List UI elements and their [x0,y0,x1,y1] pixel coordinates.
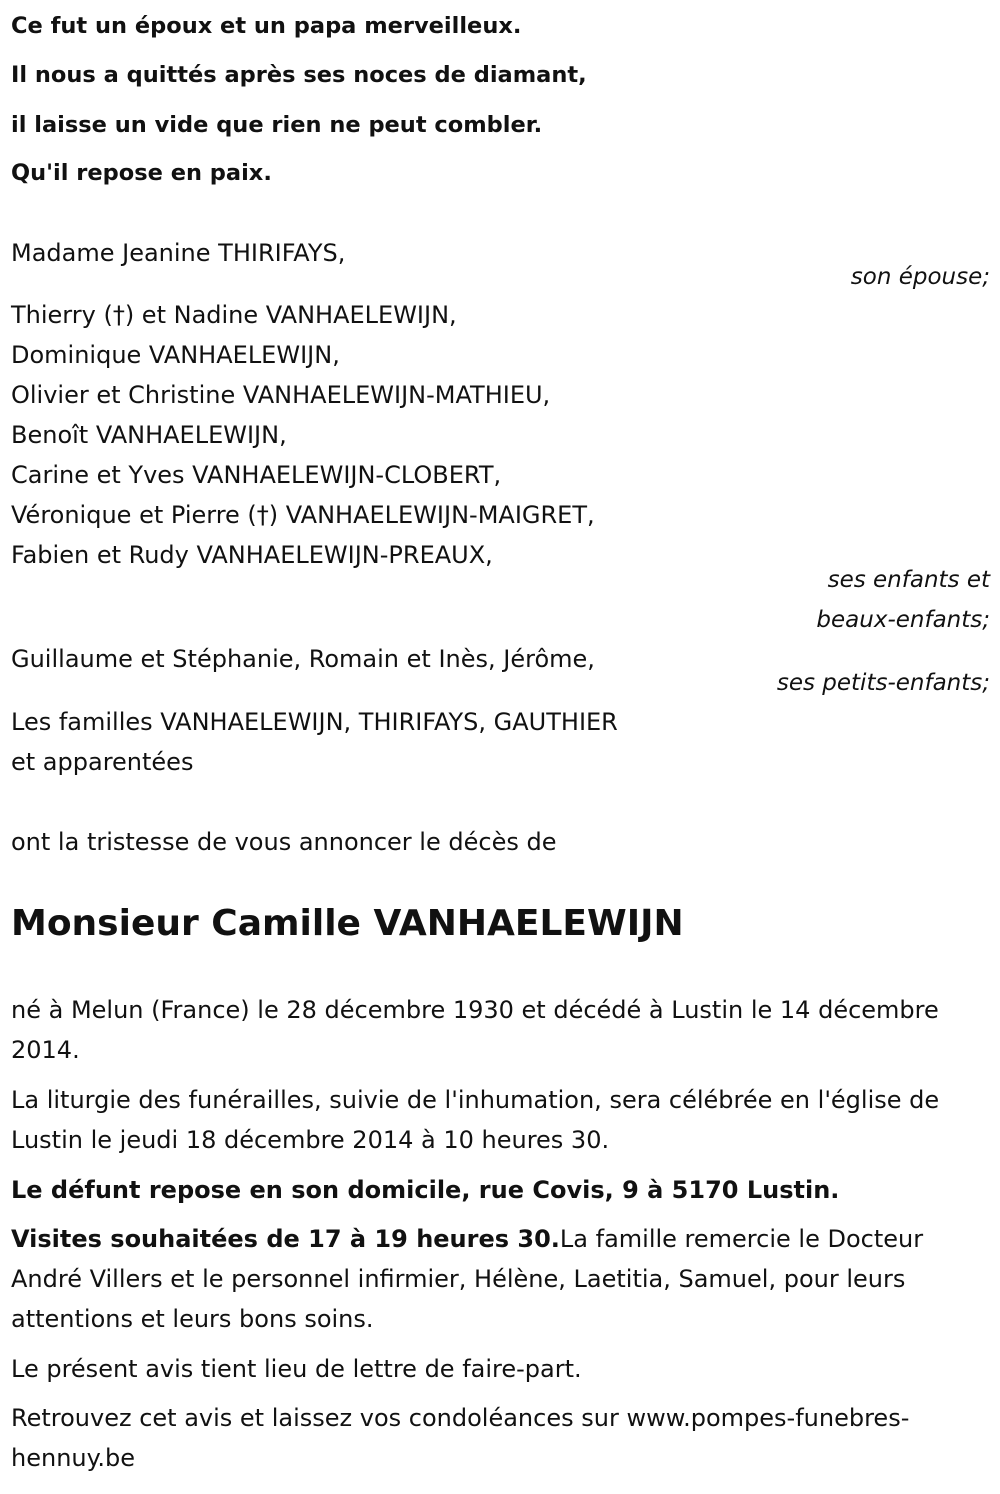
children-role-line-2: beaux-enfants; [816,607,990,633]
notice-paragraph: Le présent avis tient lieu de lettre de faire-part. [11,1355,582,1383]
child-line: Thierry (†) et Nadine VANHAELEWIJN, [11,301,457,329]
funeral-paragraph: La liturgie des funérailles, suivie de l'inhumation, sera célébrée en l'église de Lustin le jeudi 18 décembre 2014 à 10 heures 30. [11,1086,940,1154]
child-line: Carine et Yves VANHAELEWIJN-CLOBERT, [11,461,502,489]
spouse-role: son épouse; [850,264,990,290]
grandchildren-role: ses petits-enfants; [776,670,990,696]
child-line: Véronique et Pierre (†) VANHAELEWIJN-MAIGRET, [11,501,595,529]
intro-line-4: Qu'il repose en paix. [11,160,272,186]
intro-line-1: Ce fut un époux et un papa merveilleux. [11,13,522,39]
birth-death-paragraph: né à Melun (France) le 28 décembre 1930 et décédé à Lustin le 14 décembre 2014. [11,996,939,1064]
child-line: Olivier et Christine VANHAELEWIJN-MATHIEU, [11,381,551,409]
intro-line-3: il laisse un vide que rien ne peut combler. [11,112,543,138]
families-line-1: Les familles VANHAELEWIJN, THIRIFAYS, GAUTHIER [11,708,618,736]
child-line: Fabien et Rudy VANHAELEWIJN-PREAUX, [11,541,493,569]
child-line: Dominique VANHAELEWIJN, [11,341,340,369]
spouse-name: Madame Jeanine THIRIFAYS, [11,239,346,267]
families-line-2: et apparentées [11,748,194,776]
announcement: ont la tristesse de vous annoncer le décès de [11,828,557,856]
deceased-name: Monsieur Camille VANHAELEWIJN [11,903,684,944]
visits-text: Visites souhaitées de 17 à 19 heures 30. [11,1225,560,1253]
condolences-paragraph: Retrouvez cet avis et laissez vos condoléances sur www.pompes-funebres-hennuy.be [11,1404,910,1472]
intro-line-2: Il nous a quittés après ses noces de diamant, [11,62,587,88]
child-line: Benoît VANHAELEWIJN, [11,421,287,449]
grandchildren-names: Guillaume et Stéphanie, Romain et Inès, Jérôme, [11,645,595,673]
visits-thanks-paragraph [11,1219,996,1339]
repose-paragraph: Le défunt repose en son domicile, rue Covis, 9 à 5170 Lustin. [11,1176,840,1204]
thanks-text: La famille remercie le Docteur André Villers et le personnel infirmier, Hélène, Laetitia, Samuel, pour leurs attentions et leurs bons soins. [11,1225,924,1333]
children-role-line-1: ses enfants et [827,567,990,593]
